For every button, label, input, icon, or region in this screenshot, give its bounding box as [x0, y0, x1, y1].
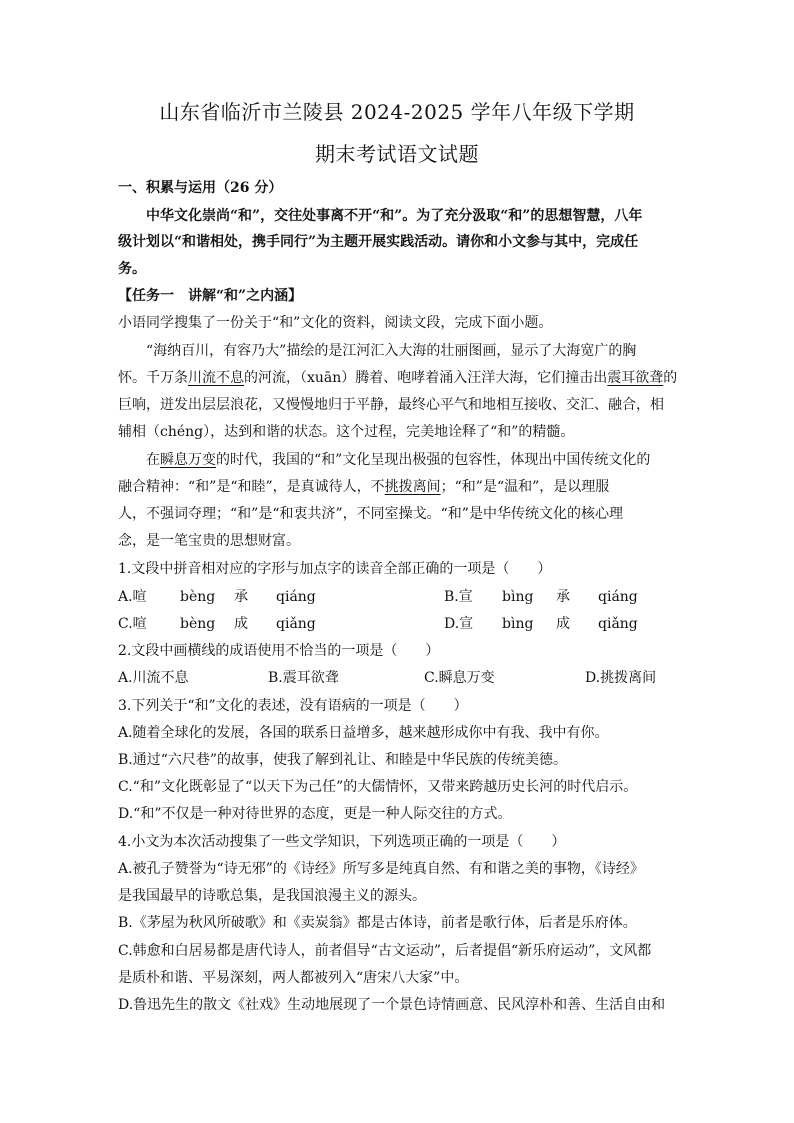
- question-2-option-d[interactable]: D.挑拨离间: [585, 670, 657, 686]
- passage1-line-4: 辅相（chéng），达到和谐的状态。这个过程，完美地诠释了“和”的精髓。: [118, 424, 575, 440]
- question-3-option-d[interactable]: D.“和”不仅是一种对待世界的态度，更是一种人际交往的方式。: [118, 806, 512, 822]
- question-4-option-c-line-1[interactable]: C.韩愈和白居易都是唐代诗人，前者倡导“古文运动”，后者提倡“新乐府运动”，文风都: [118, 943, 652, 959]
- passage2-line-4: 念，是一笔宝贵的思想财富。: [118, 533, 300, 549]
- passage2-line-1: 在瞬息万变的时代，我国的“和”文化呈现出极强的包容性，体现出中国传统文化的: [146, 452, 651, 468]
- question-1-stem: 1.文段中拼音相对应的字形与加点字的读音全部正确的一项是（ ）: [118, 561, 552, 577]
- passage2-line-3: 人，不强词夺理；“和”是“和衷共济”，不同室操戈。“和”是中华传统文化的核心理: [118, 506, 623, 522]
- underlined-idiom-3: 瞬息万变: [160, 452, 216, 468]
- question-3-stem: 3.下列关于“和”文化的表述，没有语病的一项是（ ）: [118, 698, 468, 714]
- intro-line-2: 级计划以“和谐相处，携手同行”为主题开展实践活动。请你和小文参与其中，完成任: [118, 234, 639, 250]
- question-4-option-d-line-1[interactable]: D.鲁迅先生的散文《社戏》生动地展现了一个景色诗情画意、民风淳朴和善、生活自由和: [118, 997, 666, 1013]
- passage1-line-2: 怀。千万条川流不息的河流，（xuān）腾着、咆哮着涌入汪洋大海，它们撞击出震耳欲聋的: [118, 370, 678, 386]
- question-4-option-a-line-2: 是我国最早的诗歌总集，是我国浪漫主义的源头。: [118, 888, 426, 904]
- passage1-line-1: “海纳百川，有容乃大”描绘的是江河汇入大海的壮丽图画，显示了大海宽广的胸: [146, 343, 637, 359]
- exam-title-line1: 山东省临沂市兰陵县 2024-2025 学年八年级下学期: [159, 100, 635, 124]
- question-4-option-b[interactable]: B.《茅屋为秋风所破歌》和《卖炭翁》都是古体诗，前者是歌行体，后者是乐府体。: [118, 915, 637, 931]
- question-3-option-b[interactable]: B.通过“六尺巷”的故事，使我了解到礼让、和睦是中华民族的传统美德。: [118, 752, 568, 768]
- underlined-idiom-4: 挑拨离间: [384, 479, 441, 495]
- question-4-option-a-line-1[interactable]: A.被孔子赞誉为“诗无邪”的《诗经》所写多是纯真自然、有和谐之美的事物，《诗经》: [118, 861, 644, 877]
- question-3-option-c[interactable]: C.“和”文化既彰显了“以天下为己任”的大儒情怀，又带来跨越历史长河的时代启示。: [118, 779, 638, 795]
- passage1-line-3: 巨响，迸发出层层浪花，又慢慢地归于平静，最终心平气和地相互接收、交汇、融合，相: [118, 397, 664, 413]
- task-description: 小语同学搜集了一份关于“和”文化的资料，阅读文段，完成下面小题。: [118, 315, 553, 331]
- question-4-option-c-line-2: 是质朴和谐、平易深刻，两人都被列入“唐宋八大家”中。: [118, 970, 469, 986]
- intro-line-1: 中华文化崇尚“和”，交往处事离不开“和”。为了充分汲取“和”的思想智慧，八年: [146, 208, 643, 224]
- question-2-stem: 2.文段中画横线的成语使用不恰当的一项是（ ）: [118, 643, 440, 659]
- section-heading: 一、积累与运用（26 分）: [118, 180, 283, 196]
- intro-line-3: 务。: [118, 261, 146, 277]
- exam-page: 山东省临沂市兰陵县 2024-2025 学年八年级下学期 期末考试语文试题 一、积累与运用（26 分） 中华文化崇尚“和”，交往处事离不开“和”。为了充分汲取“和”的思想智慧，八年 级计划以“和谐相处，携手同行”为主题开展实践活动。请你和小文参与其中，完成任 务。 【任务一 讲解“和”之内涵】 小语同学搜集了一份关于“和”文化的资料，阅读文段，完成下面小题。 “海纳百川，有容乃大”描绘的是江河汇入大海的壮丽图画，显示了大海宽广的胸 怀。千万条川流不息的河流，（xuān）腾着、咆哮着涌入汪洋大海，它们撞击出震耳欲聋的 巨响，迸发出层层浪花，又慢慢地归于平静，最终心平气和地相互接收、交汇、融合，相 辅相（chéng），达到和谐的状态。这个过程，完美地诠释了“和”的精髓。 在瞬息万变的时代，我国的“和”文化呈现出极强的包容性，体现出中国传统文化的 融合精神：“和”是“和睦”，是真诚待人，不挑拨离间；“和”是“温和”，是以理服 人，不强词夺理；“和”是“和衷共济”，不同室操戈。“和”是中华传统文化的核心理 念，是一笔宝贵的思想财富。 1.文段中拼音相对应的字形与加点字的读音全部正确的一项是（ ） A.喧 bèng 承 qiáng B.宣 bìng 承 qiáng C.喧 bèng 成 qiǎng D.宣 bìng 成 qiǎng 2.文段中画横线的成语使用不恰当的一项是（ ） A.川流不息 B.震耳欲聋 C.瞬息万变 D.挑拨离间 3.下列关于“和”文化的表述，没有语病的一项是（ ） A.随着全球化的发展，各国的联系日益增多，越来越形成你中有我、我中有你。 B.通过“六尺巷”的故事，使我了解到礼让、和睦是中华民族的传统美德。 C.“和”文化既彰显了“以天下为己任”的大儒情怀，又带来跨越历史长河的时代启示。 D.“和”不仅是一种对待世界的态度，更是一种人际交往的方式。 4.小文为本次活动搜集了一些文学知识，下列选项正确的一项是（ ） A.被孔子赞誉为“诗无邪”的《诗经》所写多是纯真自然、有和谐之美的事物，《诗经》 是我国最早的诗歌总集，是我国浪漫主义的源头。 B.《茅屋为秋风所破歌》和《卖炭翁》都是古体诗，前者是歌行体，后者是乐府体。 C.韩愈和白居易都是唐代诗人，前者倡导“古文运动”，后者提倡“新乐府运动”，文风都 是质朴和谐、平易深刻，两人都被列入“唐宋八大家”中。 D.鲁迅先生的散文《社戏》生动地展现了一个景色诗情画意、民风淳朴和善、生活自由和: [0, 0, 794, 1123]
- task-heading: 【任务一 讲解“和”之内涵】: [118, 288, 303, 304]
- question-2-option-a[interactable]: A.川流不息: [118, 670, 189, 686]
- underlined-idiom-1: 川流不息: [188, 370, 244, 386]
- question-4-stem: 4.小文为本次活动搜集了一些文学知识，下列选项正确的一项是（ ）: [118, 834, 566, 850]
- exam-title-line2: 期末考试语文试题: [315, 142, 479, 166]
- question-2-option-b[interactable]: B.震耳欲聋: [268, 670, 339, 686]
- passage2-line-2: 融合精神：“和”是“和睦”，是真诚待人，不挑拨离间；“和”是“温和”，是以理服: [118, 479, 610, 495]
- question-3-option-a[interactable]: A.随着全球化的发展，各国的联系日益增多，越来越形成你中有我、我中有你。: [118, 725, 609, 741]
- underlined-idiom-2: 震耳欲聋: [607, 370, 664, 386]
- question-2-option-c[interactable]: C.瞬息万变: [424, 670, 495, 686]
